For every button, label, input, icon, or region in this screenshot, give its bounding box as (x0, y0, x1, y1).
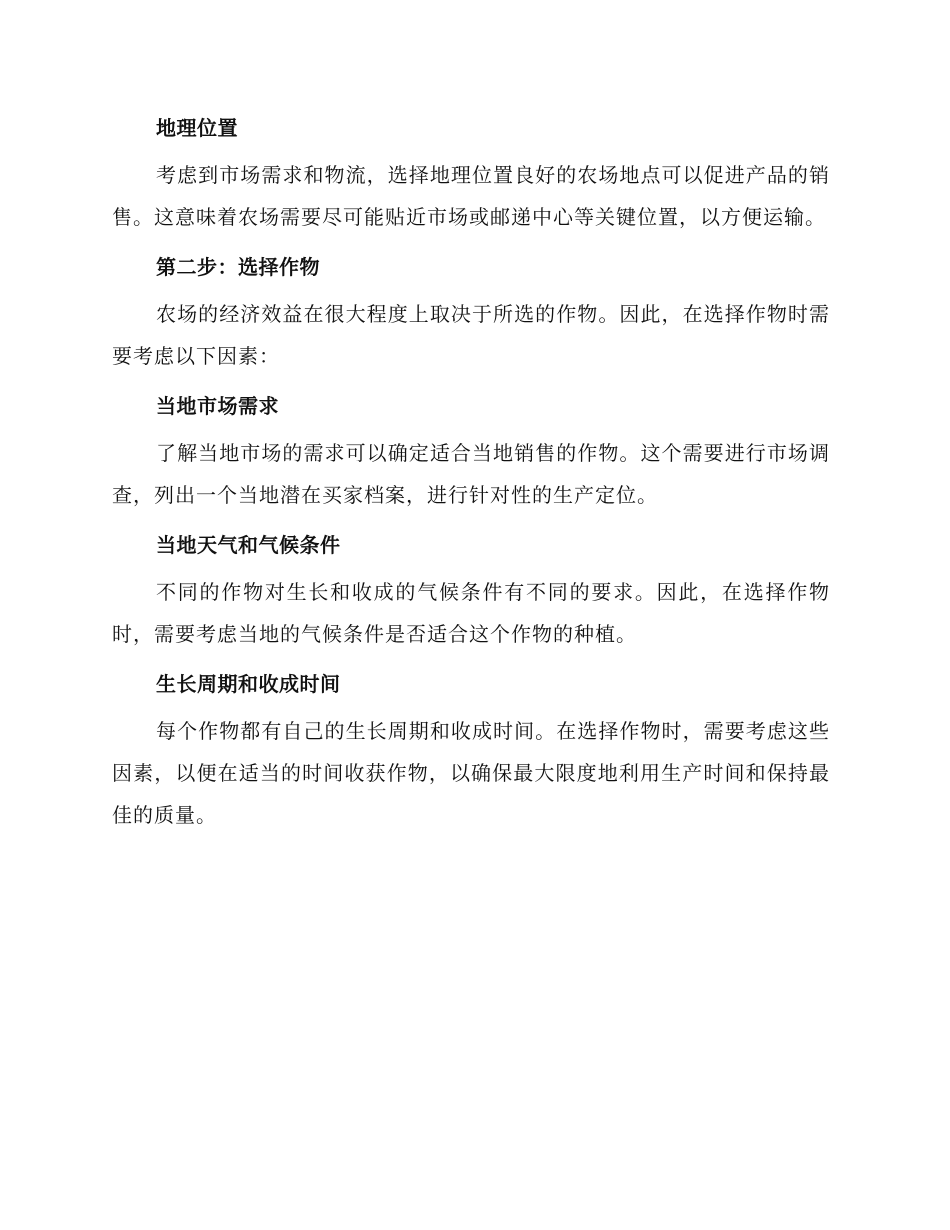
section-heading-local-market: 当地市场需求 (156, 394, 279, 418)
section-heading-growth-cycle: 生长周期和收成时间 (156, 672, 341, 696)
section-paragraph-local-market: 了解当地市场的需求可以确定适合当地销售的作物。这个需要进行市场调查，列出一个当地潜在买家档案，进行针对性的生产定位。 (112, 441, 830, 507)
section-paragraph-climate: 不同的作物对生长和收成的气候条件有不同的要求。因此，在选择作物时，需要考虑当地的气候条件是否适合这个作物的种植。 (112, 580, 830, 646)
section-paragraph-location: 考虑到市场需求和物流，选择地理位置良好的农场地点可以促进产品的销售。这意味着农场需要尽可能贴近市场或邮递中心等关键位置，以方便运输。 (112, 163, 830, 229)
section-paragraph-step-two: 农场的经济效益在很大程度上取决于所选的作物。因此，在选择作物时需要考虑以下因素： (112, 302, 830, 368)
section-paragraph-growth-cycle: 每个作物都有自己的生长周期和收成时间。在选择作物时，需要考虑这些因素，以便在适当的时间收获作物，以确保最大限度地利用生产时间和保持最佳的质量。 (112, 719, 830, 827)
section-heading-step-two: 第二步：选择作物 (156, 255, 320, 279)
document-body (112, 108, 830, 836)
section-heading-climate: 当地天气和气候条件 (156, 533, 341, 557)
section-heading-location: 地理位置 (156, 116, 238, 140)
